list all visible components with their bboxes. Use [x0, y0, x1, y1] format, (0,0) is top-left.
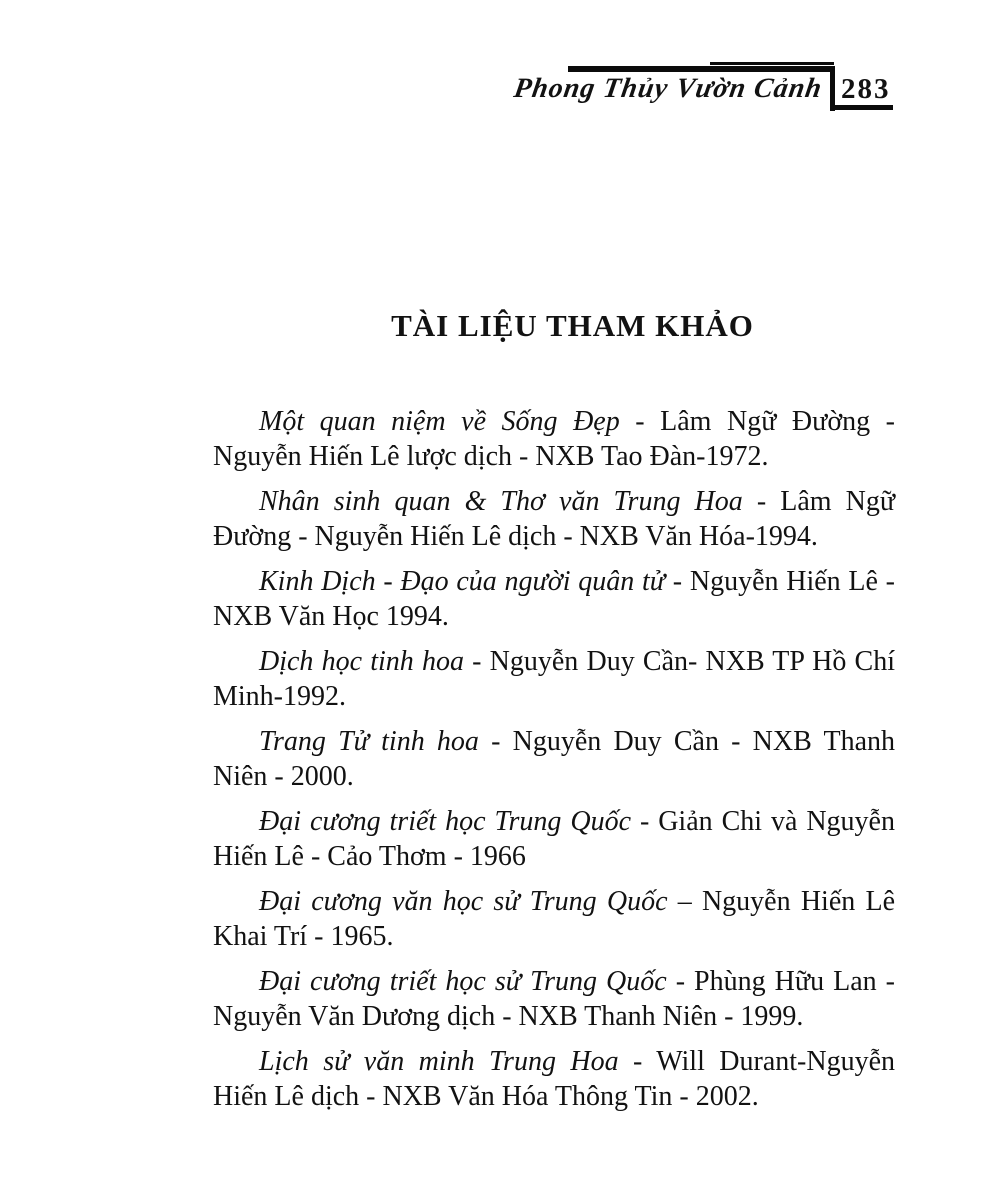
- reference-details: – Nguyễn Hiến Lê Khai Trí - 1965.: [213, 886, 895, 952]
- page-number-underline: [832, 105, 893, 110]
- reference-entry: [213, 564, 895, 634]
- reference-title: Đại cương văn học sử Trung Quốc: [259, 886, 668, 917]
- reference-entry: [213, 1044, 895, 1114]
- reference-title: Trang Tử tinh hoa: [259, 726, 479, 757]
- reference-entry: [213, 644, 895, 714]
- reference-title: Kinh Dịch - Đạo của người quân tử: [259, 566, 666, 597]
- reference-title: Dịch học tinh hoa: [259, 646, 464, 677]
- references-list: [213, 404, 895, 1124]
- header-rule-horizontal: [568, 66, 834, 72]
- reference-details: - Lâm Ngữ Đường - Nguyễn Hiến Lê dịch - NXB Văn Hóa-1994.: [213, 486, 896, 552]
- reference-entry: [213, 884, 895, 954]
- reference-entry: [213, 484, 895, 554]
- reference-title: Một quan niệm về Sống Đẹp: [259, 406, 620, 437]
- page-number: 283: [841, 73, 891, 105]
- reference-title: Nhân sinh quan & Thơ văn Trung Hoa: [259, 486, 743, 517]
- section-title: TÀI LIỆU THAM KHẢO: [391, 308, 754, 343]
- reference-details: - Nguyễn Hiến Lê - NXB Văn Học 1994.: [213, 566, 895, 632]
- reference-title: Đại cương triết học Trung Quốc: [259, 806, 631, 837]
- reference-entry: [213, 804, 895, 874]
- running-head-book-title: Phong Thủy Vườn Cảnh: [511, 73, 825, 104]
- reference-title: Đại cương triết học sử Trung Quốc: [259, 966, 667, 997]
- reference-details: - Will Durant-Nguyễn Hiến Lê dịch - NXB Văn Hóa Thông Tin - 2002.: [213, 1046, 895, 1112]
- reference-entry: [213, 724, 895, 794]
- header-rule-horizontal-thin: [710, 62, 834, 65]
- reference-details: - Lâm Ngữ Đường - Nguyễn Hiến Lê lược dịch - NXB Tao Đàn-1972.: [213, 406, 895, 472]
- reference-details: - Phùng Hữu Lan - Nguyễn Văn Dương dịch - NXB Thanh Niên - 1999.: [213, 966, 895, 1032]
- reference-title: Lịch sử văn minh Trung Hoa: [259, 1046, 619, 1077]
- reference-details: - Nguyễn Duy Cần- NXB TP Hồ Chí Minh-1992.: [213, 646, 895, 712]
- reference-entry: [213, 404, 895, 474]
- reference-entry: [213, 964, 895, 1034]
- reference-details: - Nguyễn Duy Cần - NXB Thanh Niên - 2000.: [213, 726, 896, 792]
- reference-details: - Giản Chi và Nguyễn Hiến Lê - Cảo Thơm - 1966: [213, 806, 895, 872]
